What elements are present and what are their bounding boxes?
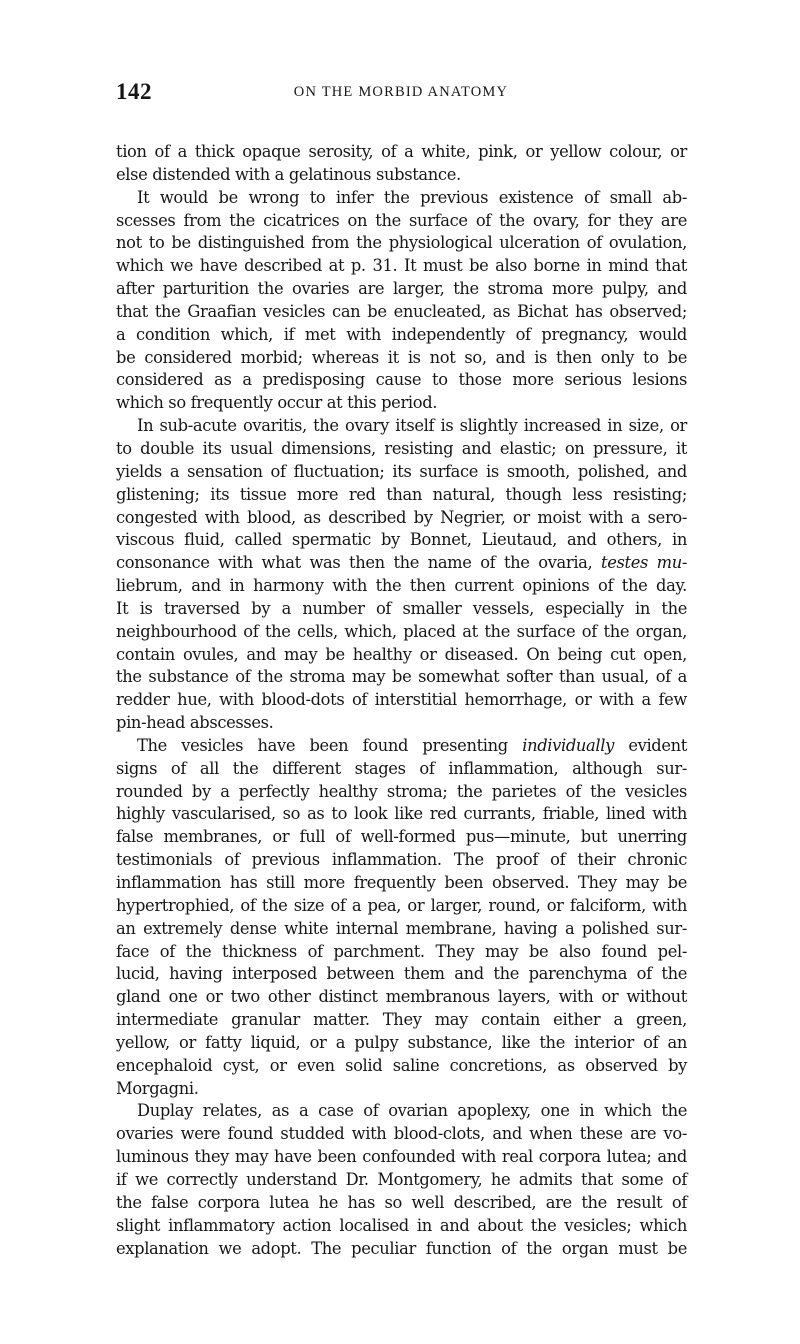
text-line: that the Graafian vesicles can be enucleated, as Bichat has observed; [116,301,687,321]
italic-term: individually [522,735,614,755]
text-line: yields a sensation of fluctuation; its surface is smooth, polished, and [116,461,687,481]
text-line: considered as a predisposing cause to those more serious lesions [116,370,687,390]
text-line: In sub-acute ovaritis, the ovary itself is slightly increased in size, or [137,416,687,436]
text-line: encephaloid cyst, or even solid saline concretions, as observed by [116,1055,687,1075]
text-line: be considered morbid; whereas it is not so, and is then only to be [116,347,687,367]
text-line: to double its usual dimensions, resisting and elastic; on pressure, it [116,438,687,458]
text-line: after parturition the ovaries are larger, the stroma more pulpy, and [116,279,687,299]
text-line: testimonials of previous inflammation. The proof of their chronic [116,850,687,870]
page-number: 142 [116,79,152,104]
text-segment: The vesicles have been found presenting [137,735,508,755]
text-line: glistening; its tissue more red than natural, though less resisting; [116,484,687,504]
text-line: congested with blood, as described by Negrier, or moist with a sero- [116,507,687,527]
text-line: signs of all the different stages of inflammation, although sur- [116,758,687,778]
text-line: a condition which, if met with independently of pregnancy, would [116,324,687,344]
text-line: liebrum, and in harmony with the then current opinions of the day. [116,576,687,596]
running-head [116,79,686,109]
text-line: redder hue, with blood-dots of interstitial hemorrhage, or with a few [116,690,687,710]
body-text [116,141,687,1260]
text-line: scesses from the cicatrices on the surface of the ovary, for they are [116,210,687,230]
text-line: not to be distinguished from the physiological ulceration of ovulation, [116,233,687,253]
text-line: It would be wrong to infer the previous existence of small ab- [137,187,687,207]
text-line: It is traversed by a number of smaller vessels, especially in the [116,598,687,618]
text-line: neighbourhood of the cells, which, placed at the surface of the organ, [116,621,687,641]
text-line [116,552,687,575]
text-line: if we correctly understand Dr. Montgomery, he admits that some of [116,1169,687,1189]
text-line: inflammation has still more frequently been observed. They may be [116,873,687,892]
text-line: lucid, having interposed between them and the parenchyma of the [116,964,687,984]
text-line: Morgagni. [116,1078,199,1098]
text-line: highly vascularised, so as to look like red currants, friable, lined with [116,804,687,824]
text-line: yellow, or fatty liquid, or a pulpy substance, like the interior of an [116,1032,687,1052]
text-line: face of the thickness of parchment. They may be also found pel- [116,941,687,961]
text-line: Duplay relates, as a case of ovarian apoplexy, one in which the [137,1101,687,1121]
text-line: intermediate granular matter. They may contain either a green, [116,1010,687,1030]
text-line: which we have described at p. 31. It must be also borne in mind that [116,256,687,276]
text-line: gland one or two other distinct membranous layers, with or without [116,987,687,1007]
text-line: contain ovules, and may be healthy or diseased. On being cut open, [116,644,687,664]
header-title: ON THE MORBID ANATOMY [293,84,509,100]
text-line: ovaries were found studded with blood-clots, and when these are vo- [116,1124,687,1144]
text-line: explanation we adopt. The peculiar function of the organ must be [116,1238,687,1258]
text-line: which so frequently occur at this period. [116,393,438,413]
text-line: rounded by a perfectly healthy stroma; the parietes of the vesicles [116,781,687,801]
text-line: the substance of the stroma may be somewhat softer than usual, of a [116,667,687,687]
text-line: slight inflammatory action localised in and about the vesicles; which [116,1215,687,1235]
text-line: else distended with a gelatinous substance. [116,164,461,184]
text-line: pin-head abscesses. [116,713,274,733]
text-line: the false corpora lutea he has so well described, are the result of [116,1192,687,1212]
text-line: tion of a thick opaque serosity, of a white, pink, or yellow colour, or [116,142,687,161]
text-line: hypertrophied, of the size of a pea, or larger, round, or falciform, with [116,895,687,915]
text-segment: consonance with what was then the name of the ovaria, [116,553,593,573]
text-line: viscous fluid, called spermatic by Bonnet, Lieutaud, and others, in [116,530,687,550]
text-segment: evident [613,735,687,755]
text-line: an extremely dense white internal membrane, having a polished sur- [116,918,687,938]
italic-term: testes mu- [601,553,687,573]
text-line [116,735,687,758]
text-line: luminous they may have been confounded with real corpora lutea; and [116,1147,687,1167]
text-line: false membranes, or full of well-formed pus—minute, but unerring [116,827,687,847]
